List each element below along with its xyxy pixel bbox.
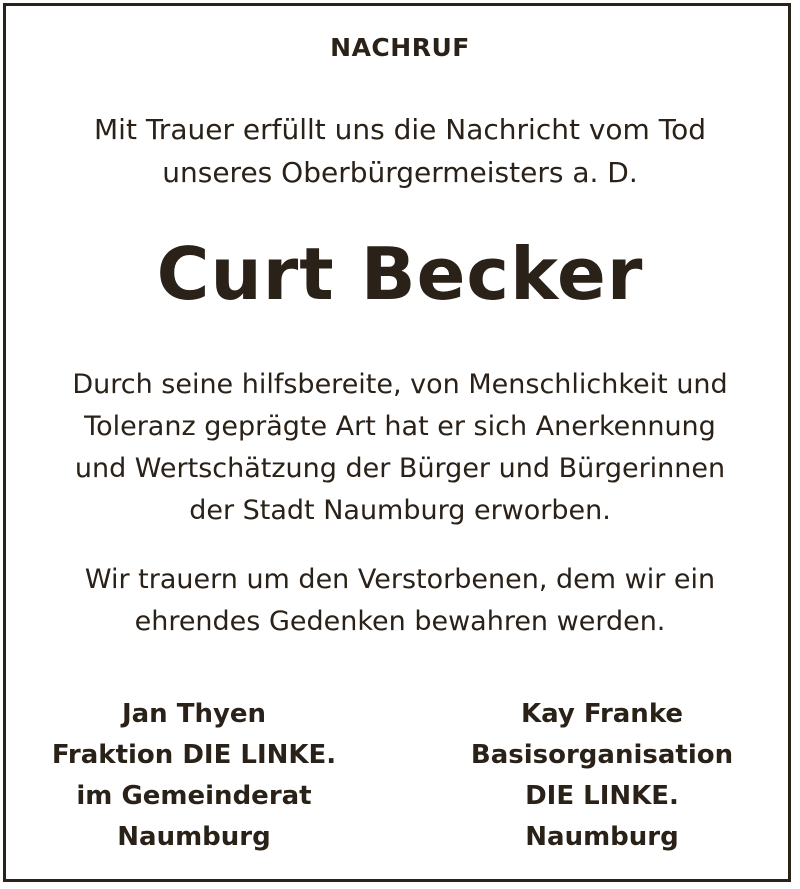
signatory-line: Naumburg <box>525 822 679 852</box>
signatory-line: Basisorganisation <box>470 740 734 770</box>
mourning-paragraph <box>0 559 800 643</box>
signatory-name: Jan Thyen <box>121 699 267 729</box>
deceased-name: Curt Becker <box>156 232 644 316</box>
tribute-line: der Stadt Naumburg erworben. <box>189 495 611 526</box>
signatory-right <box>432 694 772 858</box>
signatory-line: im Gemeinderat <box>76 781 312 811</box>
tribute-paragraph <box>0 364 800 532</box>
signatory-line: Fraktion DIE LINKE. <box>51 740 337 770</box>
signatory-left <box>24 694 364 858</box>
signatory-line: Naumburg <box>117 822 271 852</box>
tribute-line: Durch seine hilfsbereite, von Menschlichkeit und <box>72 369 728 400</box>
signatory-line: DIE LINKE. <box>525 781 679 811</box>
intro-line: unseres Oberbürgermeisters a. D. <box>162 156 638 189</box>
tribute-line: Toleranz geprägte Art hat er sich Anerkennung <box>84 411 716 442</box>
intro-text <box>0 108 800 194</box>
mourning-line: Wir trauern um den Verstorbenen, dem wir ein <box>84 564 716 595</box>
signatory-name: Kay Franke <box>520 699 684 729</box>
mourning-line: ehrendes Gedenken bewahren werden. <box>134 606 666 637</box>
notice-heading: NACHRUF <box>330 33 470 62</box>
intro-line: Mit Trauer erfüllt uns die Nachricht vom Tod <box>94 113 706 146</box>
tribute-line: und Wertschätzung der Bürger und Bürgerinnen <box>74 453 726 484</box>
